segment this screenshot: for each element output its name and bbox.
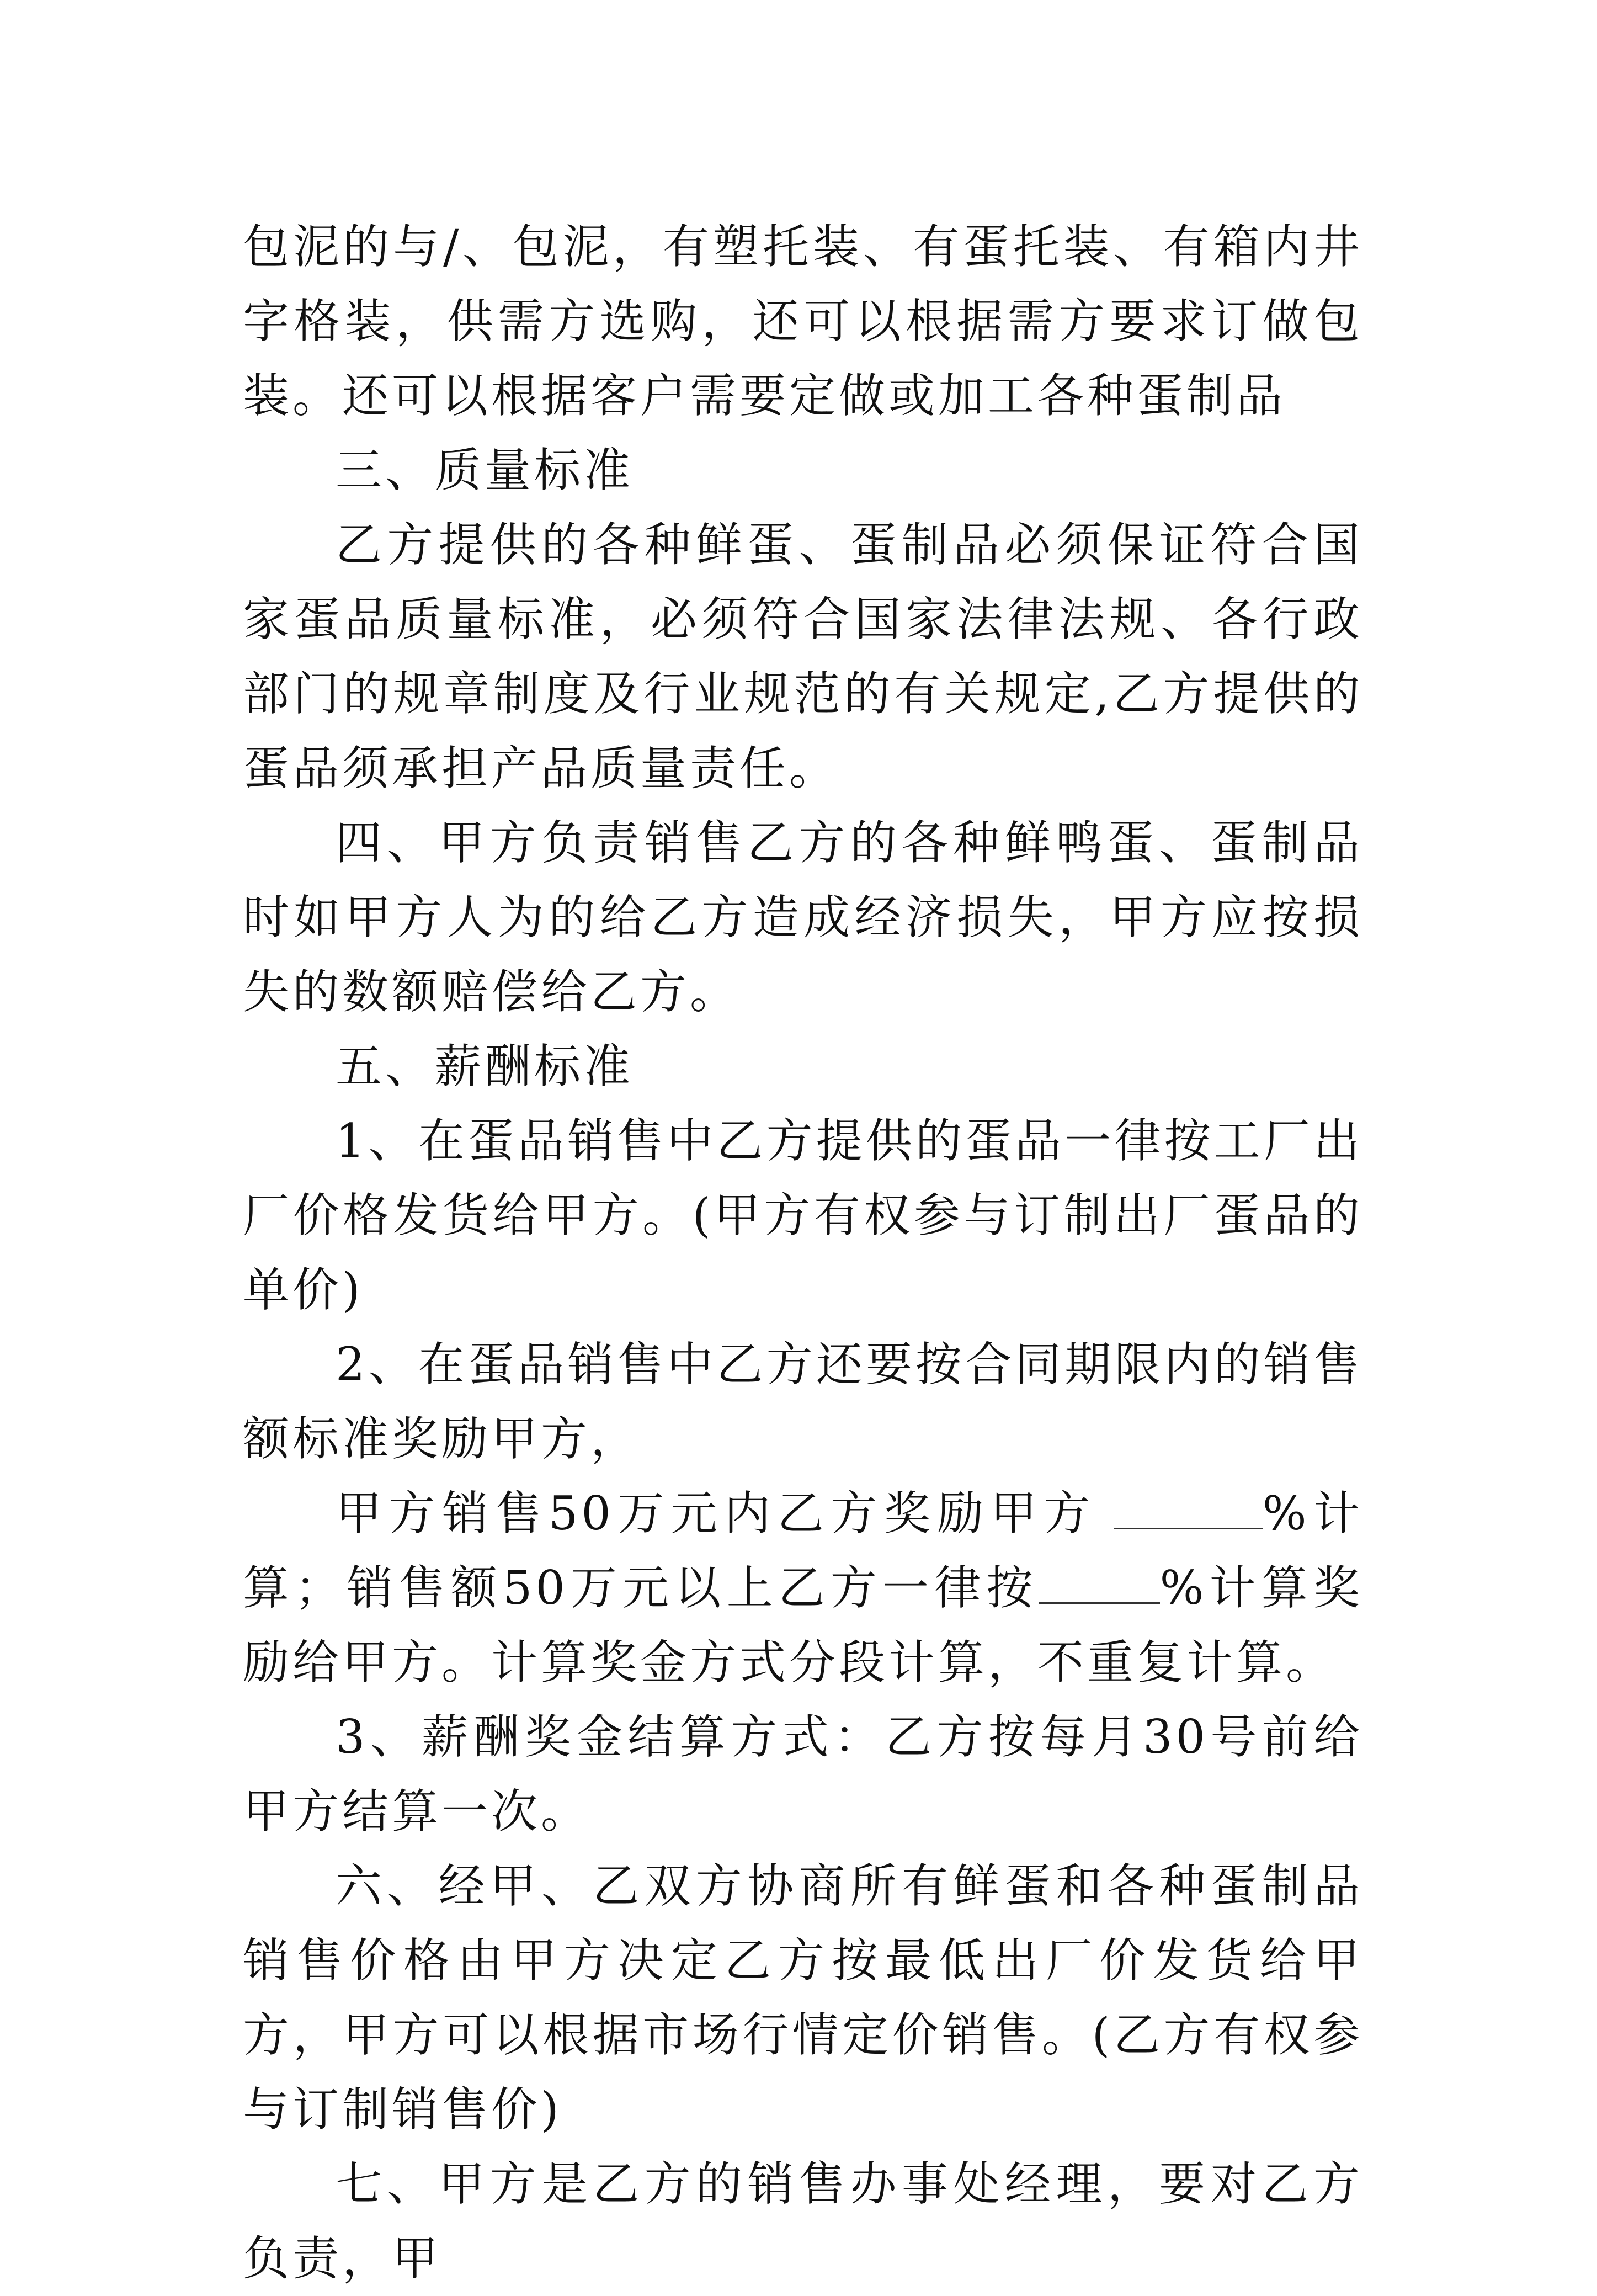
- document-body: [243, 210, 1363, 2296]
- reward-text-c: %计算奖励给甲方。计算奖金方式分段计算，不重复计算。: [243, 1561, 1363, 1689]
- paragraph-packaging: 包泥的与/、包泥，有塑托装、有蛋托装、有箱内井字格装，供需方选购，还可以根据需方要求订做包装。还可以根据客户需要定做或加工各种蛋制品: [243, 220, 1363, 423]
- paragraph-salary-2: 2、在蛋品销售中乙方还要按合同期限内的销售额标准奖励甲方，: [243, 1337, 1363, 1466]
- paragraph-salary-1: 1、在蛋品销售中乙方提供的蛋品一律按工厂出厂价格发货给甲方。(甲方有权参与订制出厂蛋品的单价): [243, 1114, 1363, 1317]
- reward-text-b: %计算；销售额50万元以上乙方一律按: [243, 1486, 1363, 1615]
- paragraph-loss-compensation: 四、甲方负责销售乙方的各种鲜鸭蛋、蛋制品时如甲方人为的给乙方造成经济损失，甲方应按损失的数额赔偿给乙方。: [243, 816, 1363, 1019]
- blank-field-rate-2[interactable]: [1039, 1564, 1160, 1604]
- paragraph-salary-3: 3、薪酬奖金结算方式：乙方按每月30号前给甲方结算一次。: [243, 1710, 1363, 1838]
- paragraph-manager: 七、甲方是乙方的销售办事处经理，要对乙方负责，甲: [243, 2157, 1363, 2286]
- reward-text-a: 甲方销售50万元内乙方奖励甲方: [336, 1486, 1097, 1540]
- blank-field-rate-1[interactable]: [1114, 1489, 1263, 1529]
- paragraph-salary-reward: [243, 1476, 1363, 1700]
- heading-salary-standard: 五、薪酬标准: [336, 1039, 634, 1093]
- paragraph-pricing: 六、经甲、乙双方协商所有鲜蛋和各种蛋制品销售价格由甲方决定乙方按最低出厂价发货给甲方，甲方可以根据市场行情定价销售。(乙方有权参与订制销售价): [243, 1859, 1363, 2136]
- paragraph-quality: 乙方提供的各种鲜蛋、蛋制品必须保证符合国家蛋品质量标准，必须符合国家法律法规、各行政部门的规章制度及行业规范的有关规定,乙方提供的蛋品须承担产品质量责任。: [243, 518, 1363, 795]
- heading-quality-standard: 三、质量标准: [336, 443, 634, 497]
